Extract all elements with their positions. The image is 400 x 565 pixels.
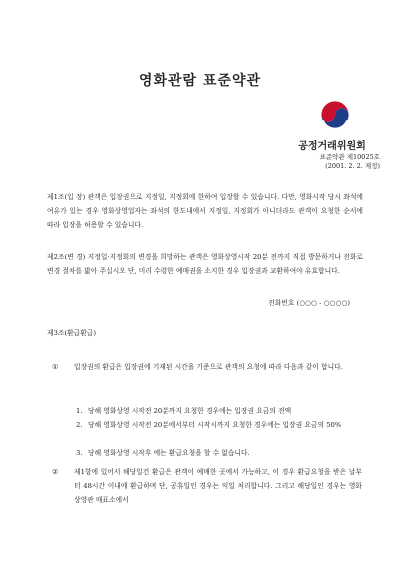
article-2: 제2조(변 경) 지정일·지정회의 변경을 희망하는 관객은 영화상영시작 20분 전까지 직접 방문하거나 전화로 변경 절차를 밟아 주십시오 단, 미리 수령한 예매권을 소지한 경우 입장권과 교환하여야 유효합니다. — [47, 253, 363, 275]
rule-number: 2. — [76, 421, 83, 429]
refund-rule-1 — [76, 404, 360, 418]
document-number-line2: (2001. 2. 2. 제정) — [325, 162, 380, 170]
article-3-item-2 — [52, 465, 362, 507]
item-number: ② — [52, 468, 59, 476]
document-number — [280, 153, 380, 171]
rule-number: 3. — [76, 449, 83, 457]
rule-text: 당해 영화상영 시작전 20분까지 요청한 경우에는 입장권 요금의 전액 — [88, 407, 292, 415]
rule-text: 당해 영화상영 시작후 에는 환급요청을 할 수 없습니다. — [88, 449, 250, 457]
refund-rule-3 — [76, 446, 360, 460]
article-3-item-1 — [52, 360, 362, 374]
document-number-line1: 표준약관 제10025호 — [319, 153, 380, 161]
document-title: 영화관람 표준약관 — [138, 73, 262, 89]
government-logo — [290, 98, 380, 136]
article-3-title: 제3조(환급환급) — [47, 329, 97, 337]
item-number: ① — [52, 363, 59, 371]
item-text: 입장권의 환급은 입장권에 기재된 시간을 기준으로 관객의 요청에 따라 다음과 같이 합니다. — [74, 363, 343, 371]
rule-number: 1. — [76, 407, 83, 415]
item-text: 제1항에 있어서 해당일건 환급은 관객이 예매한 곳에서 가능하고, 이 경우 환급요청을 받은 날부터 48시간 이내에 환급하며 단, 공휴일인 경우는 익일 처리합니다. 그리고 해당일인 경우는 영화상영관 매표소에서 — [74, 468, 362, 504]
taegeuk-logo-icon — [318, 98, 352, 132]
phone-number: 전화번호 (○○○ - ○○○○) — [268, 299, 350, 307]
refund-rule-2 — [76, 418, 360, 432]
org-name: 공정거래위원회 — [298, 141, 366, 152]
article-1: 제1조(입 장) 관객은 입장권으로 지정일, 지정회에 한하여 입장할 수 있습니다. 다만, 영화시작 당시 좌석에 여유가 있는 경우 영화상영업자는 좌석의 한도내에서 지정일, 지정회가 아니더라도 관객이 요청한 순서에 따라 입장을 허용할 수 있습니다. — [47, 193, 363, 229]
rule-text: 당해 영화상영 시작전 20분에서부터 시작시까지 요청한 경우에는 입장권 요금의 50% — [88, 421, 342, 429]
